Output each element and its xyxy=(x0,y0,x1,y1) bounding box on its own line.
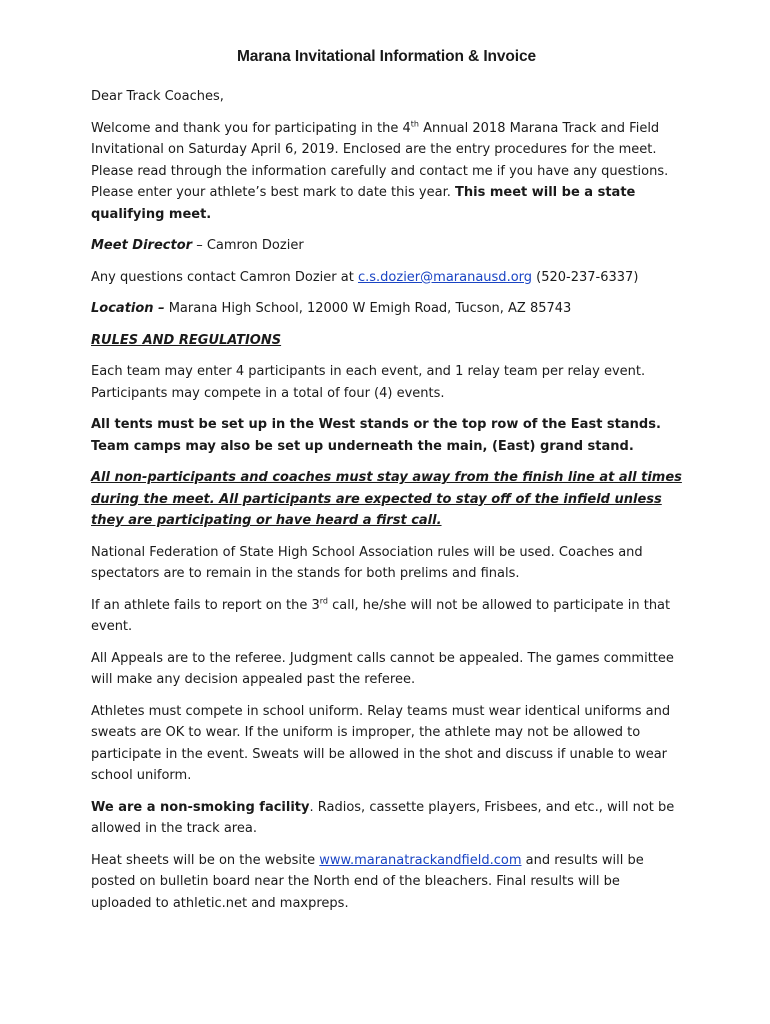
welcome-text-2: Annual 2018 Marana Track and Field Invitational on Saturday April 6, 2019. Enclosed are the entry procedures for the meet. Please read through the information carefully and contact me if you have any questions. Please enter your athlete’s best mark to date this year. xyxy=(91,120,669,200)
entries-paragraph: Each team may enter 4 participants in each event, and 1 relay team per relay event. Participants may compete in a total of four (4) events. xyxy=(91,364,646,401)
non-smoking-label: We are a non-smoking facility xyxy=(91,799,310,815)
heat-sheets-paragraph xyxy=(91,850,682,915)
website-link[interactable]: www.maranatrackandfield.com xyxy=(319,852,522,868)
state-qualifying-note: This meet will be a state qualifying meet. xyxy=(91,185,636,222)
appeals-paragraph: All Appeals are to the referee. Judgment calls cannot be appealed. The games committee will make any decision appealed past the referee. xyxy=(91,650,674,687)
finish-line-paragraph: All non-participants and coaches must stay away from the finish line at all times during the meet. All participants are expected to stay off of the infield unless they are participating or have heard a first call. xyxy=(91,470,682,528)
nfhs-rules-paragraph: National Federation of State High School Association rules will be used. Coaches and spectators are to remain in the stands for both prelims and finals. xyxy=(91,544,643,581)
third-call-paragraph xyxy=(91,595,682,638)
contact-text-before: Any questions contact Camron Dozier at xyxy=(91,269,358,285)
greeting: Dear Track Coaches, xyxy=(91,89,224,104)
location-label: Location – xyxy=(91,301,165,316)
welcome-paragraph xyxy=(91,118,682,226)
location-line xyxy=(91,298,682,320)
heat-sheets-text-after: and results will be posted on bulletin board near the North end of the bleachers. Final results will be uploaded to athletic.net and maxpreps. xyxy=(91,852,644,911)
contact-phone: (520-237-6337) xyxy=(532,269,639,285)
meet-director-line xyxy=(91,235,682,257)
document-title: Marana Invitational Information & Invoice xyxy=(236,48,537,65)
smoking-paragraph xyxy=(91,797,682,840)
rules-heading: RULES AND REGULATIONS xyxy=(91,332,282,348)
smoking-text: . Radios, cassette players, Frisbees, and etc., will not be allowed in the track area. xyxy=(91,799,675,836)
heat-sheets-text-before: Heat sheets will be on the website xyxy=(91,852,320,868)
third-call-text-2: call, he/she will not be allowed to participate in that event. xyxy=(91,597,671,634)
contact-line xyxy=(91,267,682,289)
contact-email-link[interactable]: c.s.dozier@maranausd.org xyxy=(357,269,533,285)
uniform-paragraph: Athletes must compete in school uniform. Relay teams must wear identical uniforms and sweats are OK to wear. If the uniform is improper, the athlete may not be allowed to participate in the event. Sweats will be allowed in the shot and discuss if unable to wear school uniform. xyxy=(91,703,671,783)
location-address: Marana High School, 12000 W Emigh Road, Tucson, AZ 85743 xyxy=(164,301,572,316)
meet-director-label: Meet Director xyxy=(91,238,193,253)
meet-director-name: – Camron Dozier xyxy=(192,238,304,253)
welcome-ordinal-suffix: th xyxy=(410,119,419,129)
welcome-text-1: Welcome and thank you for participating in the 4 xyxy=(91,120,411,136)
tents-paragraph: All tents must be set up in the West stands or the top row of the East stands. Team camps may also be set up underneath the main, (East) grand stand. xyxy=(91,417,661,454)
third-call-text-1: If an athlete fails to report on the 3 xyxy=(91,597,320,613)
third-call-ordinal-suffix: rd xyxy=(319,596,329,606)
